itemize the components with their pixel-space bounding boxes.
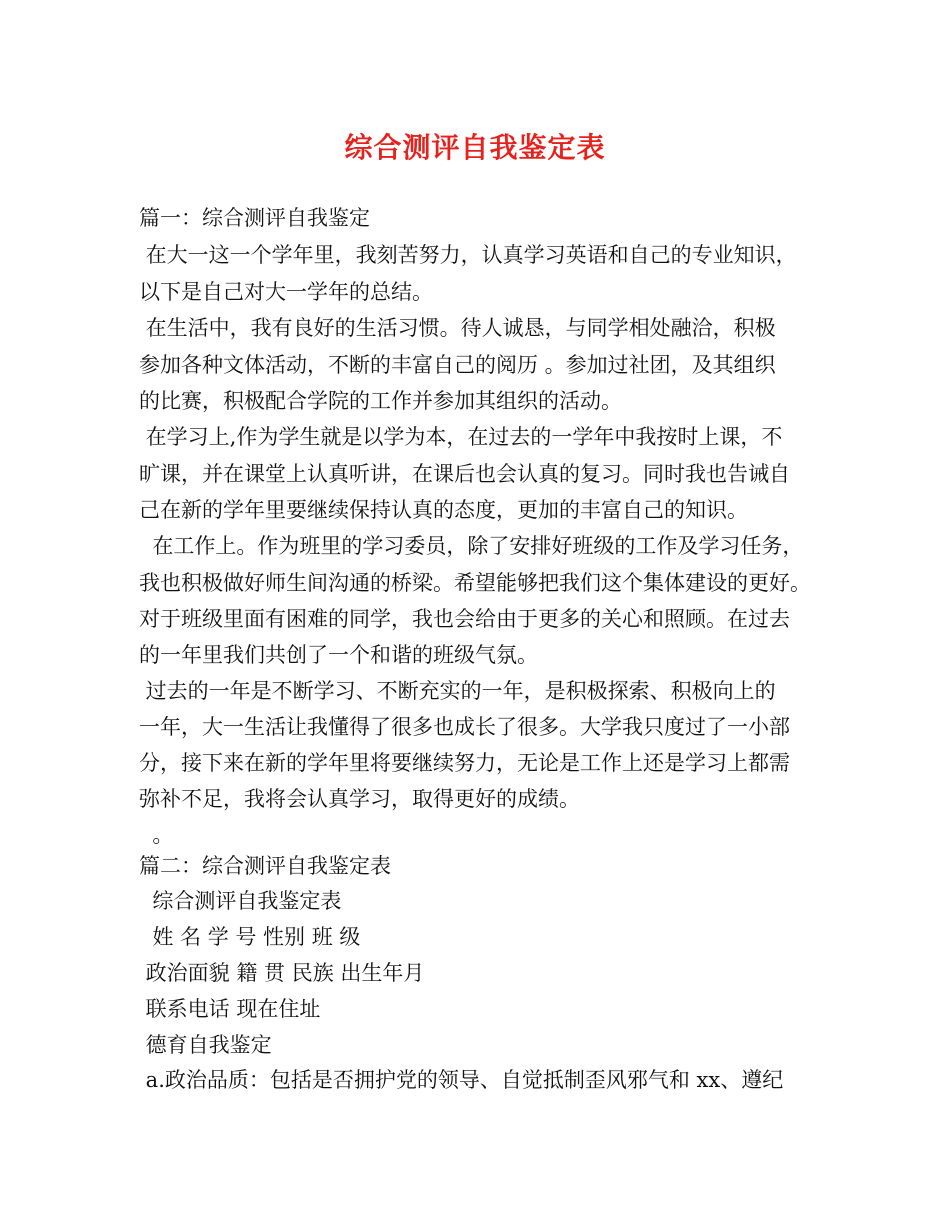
text-line: 参加各种文体活动，不断的丰富自己的阅历 。参加过社团，及其组织 xyxy=(139,353,776,377)
text-line: 德育自我鉴定 xyxy=(139,1033,272,1057)
text-line: 综合测评自我鉴定表 xyxy=(139,889,342,913)
text-line: 篇一：综合测评自我鉴定 xyxy=(139,206,370,230)
text-line: 分，接下来在新的学年里将要继续努力，无论是工作上还是学习上都需 xyxy=(139,751,790,775)
text-line: 篇二：综合测评自我鉴定表 xyxy=(139,854,391,878)
text-line: 我也积极做好师生间沟通的桥梁。希望能够把我们这个集体建设的更好。 xyxy=(139,571,811,595)
text-line: 在工作上。作为班里的学习委员，除了安排好班级的工作及学习任务， xyxy=(139,534,804,558)
text-line: 以下是自己对大一学年的总结。 xyxy=(139,280,433,304)
text-line: 政治面貌 籍 贯 民族 出生年月 xyxy=(139,961,425,985)
document-title: 综合测评自我鉴定表 xyxy=(344,131,606,164)
text-line: 的一年里我们共创了一个和谐的班级气氛。 xyxy=(139,643,538,667)
text-line: 。 xyxy=(139,823,174,847)
text-line: 过去的一年是不断学习、不断充实的一年，是积极探索、积极向上的 xyxy=(139,679,776,703)
text-line: 己在新的学年里要继续保持认真的态度，更加的丰富自己的知识。 xyxy=(139,498,748,522)
text-line: 的比赛，积极配合学院的工作并参加其组织的活动。 xyxy=(139,389,622,413)
text-line: 在学习上,作为学生就是以学为本，在过去的一学年中我按时上课，不 xyxy=(139,425,783,449)
text-line: 一年，大一生活让我懂得了很多也成长了很多。大学我只度过了一小部 xyxy=(139,715,790,739)
text-line: 联系电话 现在住址 xyxy=(139,997,321,1021)
text-line: 姓 名 学 号 性别 班 级 xyxy=(139,925,361,949)
text-line: 旷课，并在课堂上认真听讲，在课后也会认真的复习。同时我也告诫自 xyxy=(139,462,790,486)
text-line: 弥补不足，我将会认真学习，取得更好的成绩。 xyxy=(139,787,580,811)
text-line: 在生活中，我有良好的生活习惯。待人诚恳，与同学相处融洽，积极 xyxy=(139,316,776,340)
text-line: a.政治品质：包括是否拥护党的领导、自觉抵制歪风邪气和 xx、遵纪 xyxy=(139,1068,784,1092)
text-line: 在大一这一个学年里，我刻苦努力，认真学习英语和自己的专业知识， xyxy=(139,243,797,267)
text-line: 对于班级里面有困难的同学，我也会给由于更多的关心和照顾。在过去 xyxy=(139,607,790,631)
